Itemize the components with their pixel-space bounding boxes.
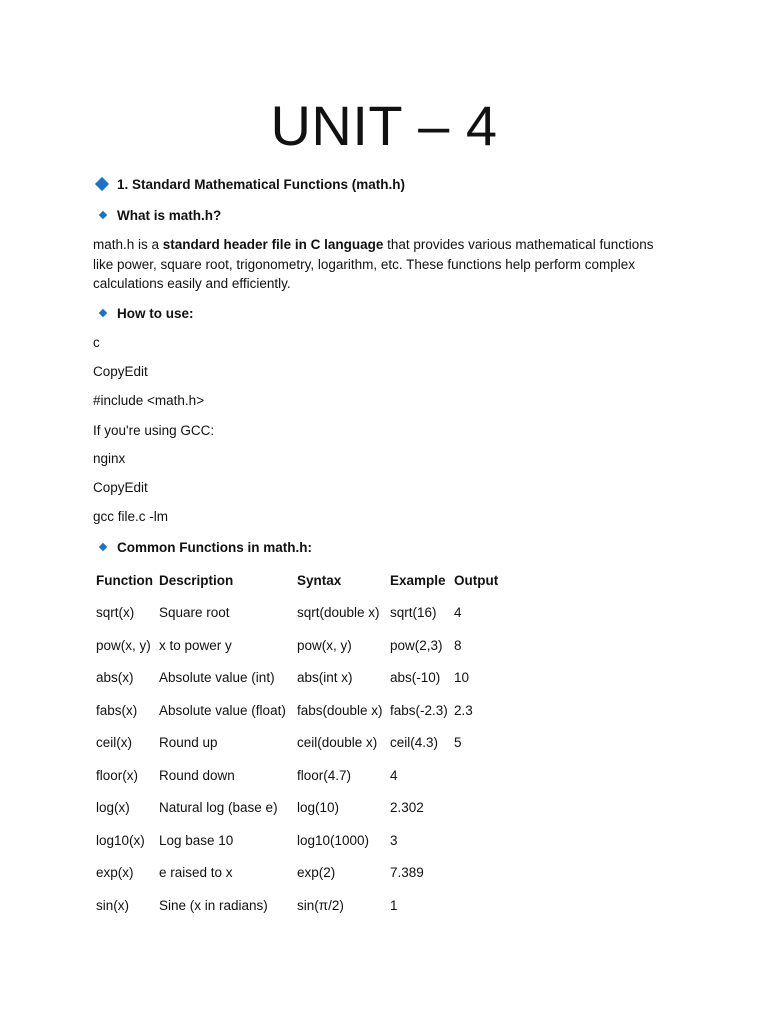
para-line1-end: that provides various mathematical functions [383,237,654,252]
table-cell: 3 [390,832,398,848]
table-cell: Sine (x in radians) [159,897,268,913]
table-cell: floor(x) [96,767,139,783]
table-cell: exp(x) [96,865,134,881]
table-cell: abs(int x) [297,670,353,686]
table-cell: 4 [454,605,462,621]
copy-edit-text: CopyEdit [93,480,148,495]
code-lang-label: nginx [93,451,126,466]
table-cell [451,857,507,890]
table-cell: x to power y [159,637,232,653]
gcc-note: If you're using GCC: [93,423,215,438]
table-cell: sin(π/2) [297,897,344,913]
table-header-row [93,564,507,597]
header-cell: Function [96,572,153,588]
table-cell: fabs(-2.3) [390,702,448,718]
table-row [93,792,507,825]
table-cell: Round down [159,767,235,783]
section-heading: 1. Standard Mathematical Functions (math.h) [117,177,406,192]
header-cell: Syntax [297,572,342,588]
table-cell: 1 [390,897,398,913]
small-diamond-bullet-icon [99,309,107,317]
header-cell: Output [454,572,499,588]
table-cell: 4 [390,767,398,783]
intro-paragraph [93,235,683,294]
code-lang-label: c [93,335,100,350]
para-line2: like power, square root, trigonometry, logarithm, etc. These functions help perform complex [93,256,636,272]
para-line3: calculations easily and efficiently. [93,276,291,291]
table-cell: log(x) [96,800,130,816]
table-cell: Log base 10 [159,832,234,848]
table-row [93,857,507,890]
subheading-common: Common Functions in math.h: [117,540,312,555]
include-line: #include <math.h> [93,393,205,408]
table-cell: pow(x, y) [96,637,151,653]
para-bold: standard header file in C language [162,237,384,252]
table-cell: 10 [454,670,470,686]
table-cell: sqrt(16) [390,605,437,621]
header-cell: Example [390,572,446,588]
table-row [93,727,507,760]
table-cell: log10(x) [96,832,145,848]
table-row [93,662,507,695]
para-start: math.h is a [93,237,163,252]
unit-title: UNIT – 4 [270,94,498,157]
copy-edit-text: CopyEdit [93,364,148,379]
table-cell: fabs(x) [96,702,138,718]
table-cell: 5 [454,735,462,751]
table-cell [451,792,507,825]
table-cell: 7.389 [390,865,424,881]
table-cell [451,759,507,792]
table-cell: Absolute value (int) [159,670,275,686]
table-cell: exp(2) [297,865,336,881]
table-cell: e raised to x [159,865,233,881]
subheading-what: What is math.h? [117,208,222,223]
small-diamond-bullet-icon [99,543,107,551]
table-cell: Round up [159,735,218,751]
table-cell [451,889,507,922]
table-cell: 2.302 [390,800,424,816]
table-cell: log10(1000) [297,832,370,848]
functions-table [93,564,507,922]
table-cell: ceil(4.3) [390,735,439,751]
table-cell: fabs(double x) [297,702,383,718]
table-row [93,629,507,662]
table-cell: sqrt(x) [96,605,135,621]
table-cell: log(10) [297,800,340,816]
table-row [93,759,507,792]
table-cell: 2.3 [454,702,473,718]
table-cell: Square root [159,605,230,621]
header-cell: Description [159,572,234,588]
table-row [93,597,507,630]
table-cell: floor(4.7) [297,767,352,783]
table-cell: sin(x) [96,897,129,913]
table-row [93,694,507,727]
table-cell: 8 [454,637,462,653]
small-diamond-bullet-icon [99,211,107,219]
table-cell: sqrt(double x) [297,605,380,621]
table-cell: Natural log (base e) [159,800,278,816]
table-row [93,889,507,922]
table-cell: ceil(double x) [297,735,378,751]
large-diamond-bullet-icon [95,177,109,191]
gcc-command: gcc file.c -lm [93,509,169,524]
subheading-howto: How to use: [117,306,194,321]
table-cell: Absolute value (float) [159,702,286,718]
table-cell: pow(x, y) [297,637,352,653]
table-cell: abs(x) [96,670,134,686]
table-cell: abs(-10) [390,670,441,686]
table-cell [451,824,507,857]
table-row [93,824,507,857]
table-cell: pow(2,3) [390,637,443,653]
table-cell: ceil(x) [96,735,132,751]
